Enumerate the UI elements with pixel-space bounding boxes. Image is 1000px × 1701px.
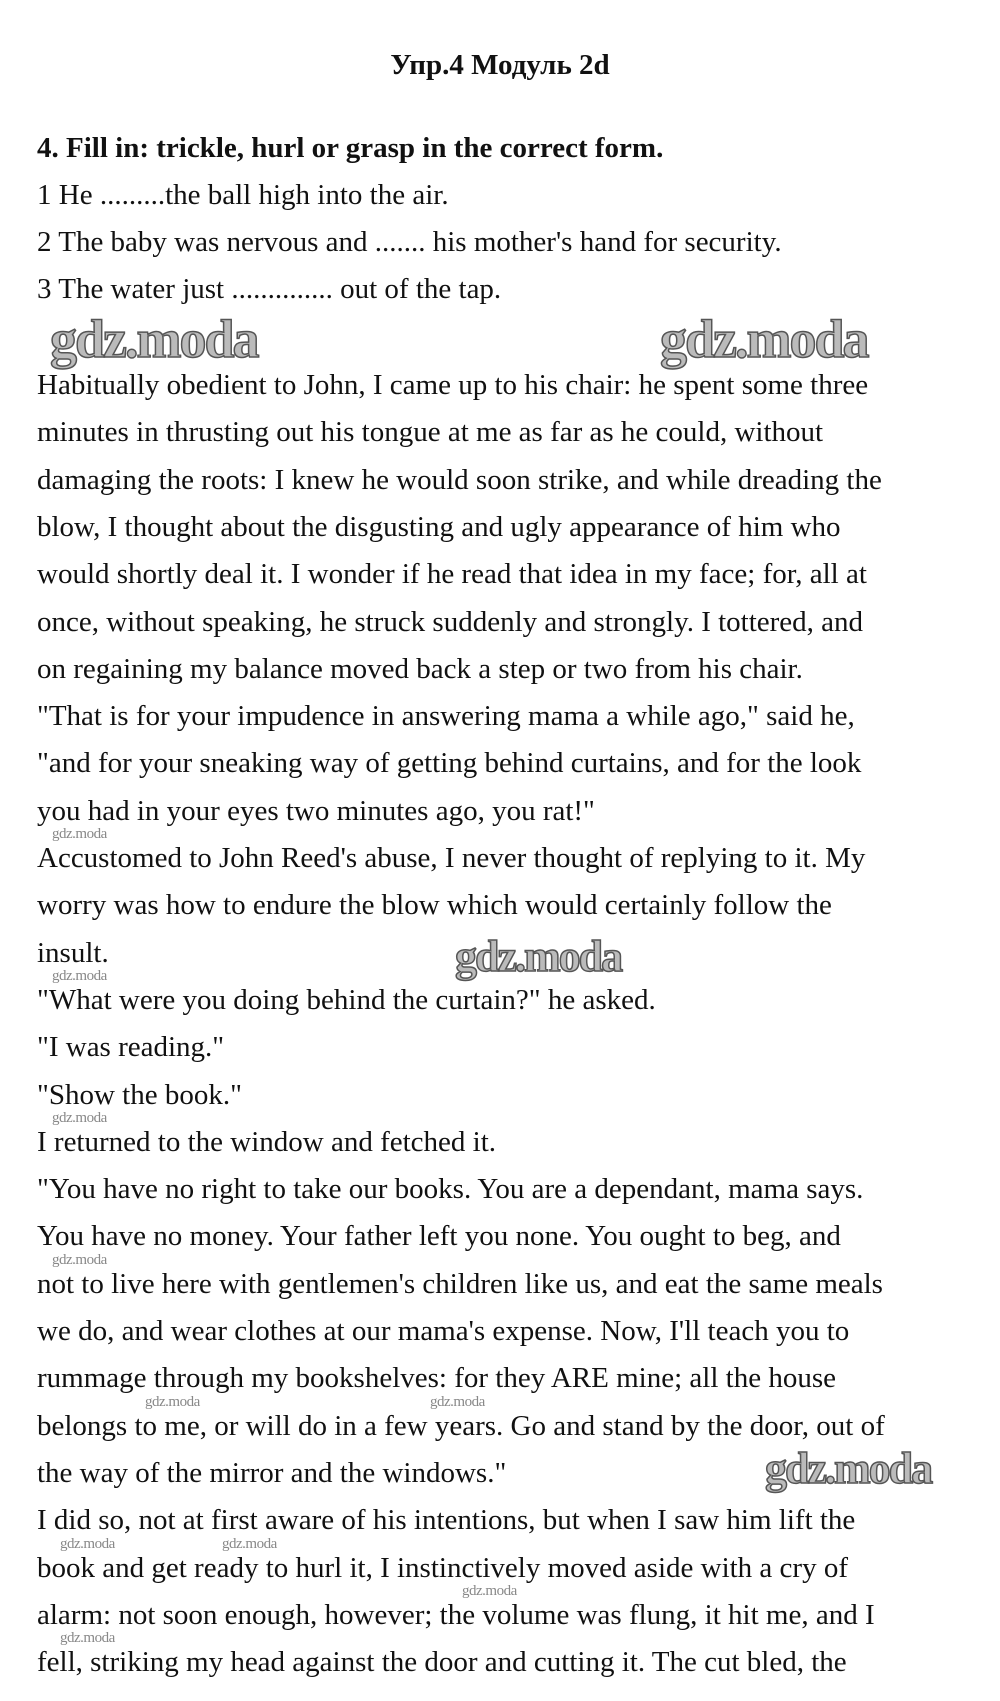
passage-line: alarm: not soon enough, however; the volume was flung, it hit me, and I [37,1598,875,1631]
task-item-3: 3 The water just .............. out of the tap. [37,273,502,305]
passage-line: the way of the mirror and the windows." [37,1456,507,1489]
passage-line: You have no money. Your father left you none. You ought to beg, and [37,1220,841,1253]
passage-line: Habitually obedient to John, I came up to his chair: he spent some three [37,369,869,401]
passage-line: "You have no right to take our books. You are a dependant, mama says. [37,1173,864,1206]
watermark-small: gdz.moda [60,1536,115,1552]
passage-line: once, without speaking, he struck suddenly and strongly. I tottered, and [37,605,864,638]
watermark: gdz.moda [50,309,258,369]
watermark-small: gdz.moda [52,968,107,984]
passage-line: "Show the book." [37,1078,242,1111]
passage-line: on regaining my balance moved back a step or two from his chair. [37,652,803,685]
watermark: gdz.moda [765,1444,932,1493]
watermark-small: gdz.moda [52,1110,107,1126]
passage-line: you had in your eyes two minutes ago, you rat!" [37,794,595,827]
watermark-small: gdz.moda [430,1394,485,1410]
passage-line: damaging the roots: I knew he would soon strike, and while dreading the [37,463,882,496]
page-title: Упр.4 Модуль 2d [390,49,610,81]
watermark-small: gdz.moda [52,826,107,842]
watermark-small: gdz.moda [60,1630,115,1646]
passage-line: not to live here with gentlemen's children like us, and eat the same meals [37,1267,883,1300]
passage-line: insult. [37,936,109,969]
passage-line: "and for your sneaking way of getting behind curtains, and for the look [37,747,862,780]
passage-line: Accustomed to John Reed's abuse, I never thought of replying to it. My [37,842,866,874]
passage-line: belongs to me, or will do in a few years. Go and stand by the door, out of [37,1409,885,1442]
passage-line: would shortly deal it. I wonder if he read that idea in my face; for, all at [37,558,867,591]
passage-line: minutes in thrusting out his tongue at me as far as he could, without [37,416,824,449]
watermark-small: gdz.moda [222,1536,277,1552]
passage-line: "I was reading." [37,1031,225,1064]
watermark-small: gdz.moda [52,1252,107,1268]
passage-line: we do, and wear clothes at our mama's expense. Now, I'll teach you to [37,1315,850,1347]
passage-line: fell, striking my head against the door and cutting it. The cut bled, the [37,1646,847,1679]
watermark-small: gdz.moda [462,1583,517,1599]
watermark: gdz.moda [660,309,868,369]
task-heading: 4. Fill in: trickle, hurl or grasp in the correct form. [37,132,664,164]
watermark: gdz.moda [455,932,622,981]
watermark-small: gdz.moda [145,1394,200,1410]
passage-line: "What were you doing behind the curtain?" he asked. [37,983,656,1016]
passage-line: I did so, not at first aware of his intentions, but when I saw him lift the [37,1504,856,1537]
task-item-1: 1 He .........the ball high into the air. [37,179,449,211]
task-item-2: 2 The baby was nervous and ....... his mother's hand for security. [37,226,782,258]
passage-line: book and get ready to hurl it, I instinctively moved aside with a cry of [37,1551,848,1584]
passage-line: I returned to the window and fetched it. [37,1125,497,1158]
passage-line: worry was how to endure the blow which would certainly follow the [37,889,832,922]
passage-line: "That is for your impudence in answering mama a while ago," said he, [37,700,855,733]
passage-line: blow, I thought about the disgusting and ugly appearance of him who [37,510,841,543]
passage-line: rummage through my bookshelves: for they ARE mine; all the house [37,1362,836,1395]
